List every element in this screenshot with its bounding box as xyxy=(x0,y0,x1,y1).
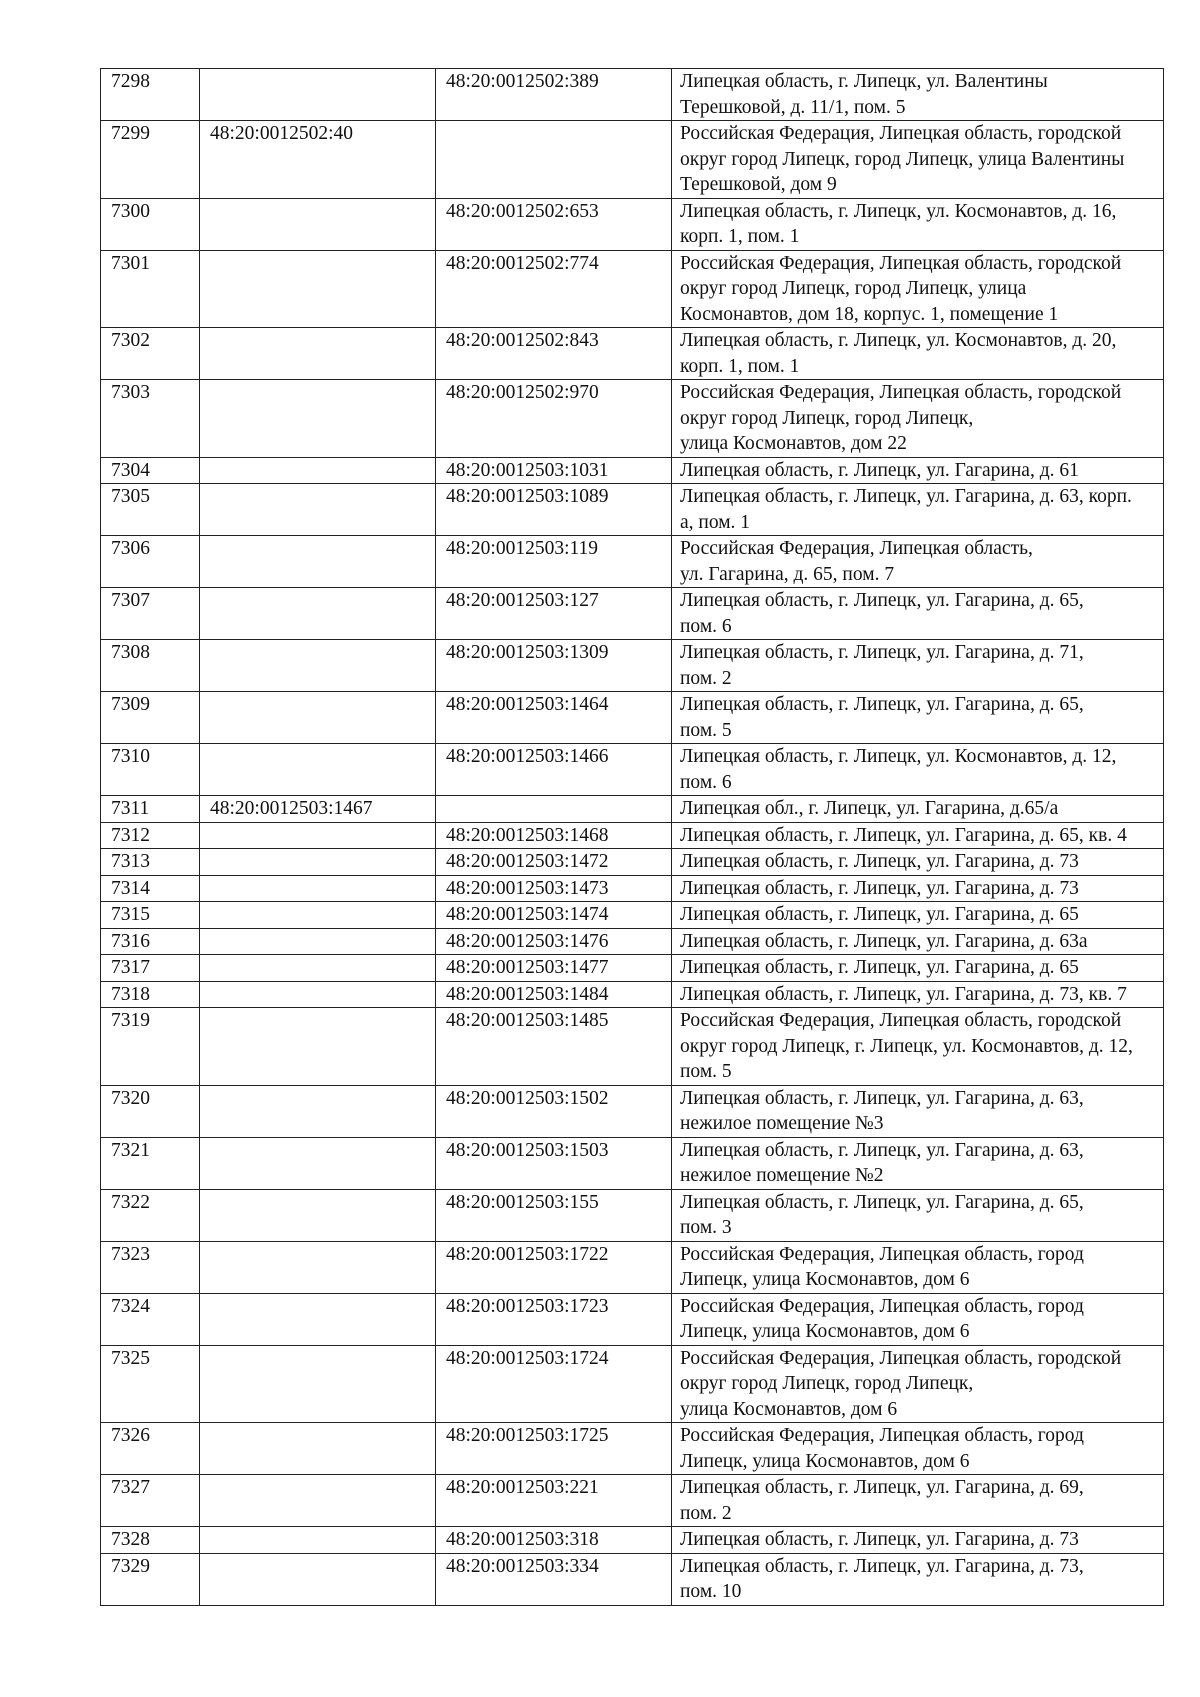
land-cadastral-number-cell xyxy=(200,1008,436,1086)
address-line: Липецкая область, г. Липецк, ул. Космонавтов, д. 12, xyxy=(680,746,1117,767)
row-number-cell: 7308 xyxy=(101,640,200,692)
land-cadastral-number-cell xyxy=(200,928,436,955)
table-row xyxy=(101,1085,1164,1137)
address-line: Липецкая область, г. Липецк, ул. Гагарина, д. 65 xyxy=(680,904,1079,925)
address-line: округ город Липецк, город Липецк, xyxy=(680,1373,974,1394)
row-number-cell: 7305 xyxy=(101,484,200,536)
address-line: округ город Липецк, город Липецк, улица Валентины xyxy=(680,148,1125,170)
row-number-cell: 7329 xyxy=(101,1553,200,1605)
object-cadastral-number-cell: 48:20:0012503:127 xyxy=(436,588,672,640)
address-cell xyxy=(672,796,1164,823)
table-row xyxy=(101,692,1164,744)
row-number-cell: 7316 xyxy=(101,928,200,955)
address-line: пом. 6 xyxy=(680,615,732,637)
address-line: улица Космонавтов, дом 6 xyxy=(680,1398,898,1420)
table-row xyxy=(101,250,1164,328)
land-cadastral-number-cell xyxy=(200,198,436,250)
object-cadastral-number-cell: 48:20:0012503:1474 xyxy=(436,902,672,929)
land-cadastral-number-cell xyxy=(200,955,436,982)
land-cadastral-number-cell xyxy=(200,1553,436,1605)
address-cell xyxy=(672,1475,1164,1527)
address-line: Липецкая область, г. Липецк, ул. Космонавтов, д. 16, xyxy=(680,200,1117,222)
row-number-cell: 7309 xyxy=(101,692,200,744)
table-row xyxy=(101,1189,1164,1241)
table-row xyxy=(101,928,1164,955)
address-line: пом. 10 xyxy=(680,1581,742,1602)
object-cadastral-number-cell xyxy=(436,121,672,199)
address-cell xyxy=(672,955,1164,982)
table-row xyxy=(101,902,1164,929)
address-cell xyxy=(672,692,1164,744)
table-row xyxy=(101,328,1164,380)
land-cadastral-number-cell xyxy=(200,1293,436,1345)
table-row xyxy=(101,121,1164,199)
object-cadastral-number-cell: 48:20:0012502:389 xyxy=(436,69,672,121)
object-cadastral-number-cell: 48:20:0012503:119 xyxy=(436,536,672,588)
registry-table xyxy=(100,68,1164,1606)
land-cadastral-number-cell xyxy=(200,744,436,796)
object-cadastral-number-cell: 48:20:0012503:1031 xyxy=(436,457,672,484)
address-cell xyxy=(672,121,1164,199)
object-cadastral-number-cell: 48:20:0012502:843 xyxy=(436,328,672,380)
address-line: Российская Федерация, Липецкая область, городской xyxy=(680,123,1122,144)
land-cadastral-number-cell xyxy=(200,250,436,328)
address-cell xyxy=(672,250,1164,328)
row-number-cell: 7325 xyxy=(101,1345,200,1423)
address-line: Российская Федерация, Липецкая область, городской xyxy=(680,382,1122,403)
object-cadastral-number-cell: 48:20:0012502:653 xyxy=(436,198,672,250)
land-cadastral-number-cell xyxy=(200,692,436,744)
address-line: корп. 1, пом. 1 xyxy=(680,226,800,247)
table-row xyxy=(101,588,1164,640)
object-cadastral-number-cell: 48:20:0012503:1722 xyxy=(436,1241,672,1293)
address-line: Липецк, улица Космонавтов, дом 6 xyxy=(680,1450,970,1472)
row-number-cell: 7328 xyxy=(101,1527,200,1554)
address-cell xyxy=(672,380,1164,458)
registry-table-body xyxy=(101,69,1164,1606)
row-number-cell: 7315 xyxy=(101,902,200,929)
table-row xyxy=(101,849,1164,876)
object-cadastral-number-cell: 48:20:0012502:774 xyxy=(436,250,672,328)
address-line: Липецкая область, г. Липецк, ул. Гагарина, д. 69, xyxy=(680,1477,1084,1498)
row-number-cell: 7301 xyxy=(101,250,200,328)
row-number-cell: 7318 xyxy=(101,981,200,1008)
object-cadastral-number-cell: 48:20:0012503:1089 xyxy=(436,484,672,536)
row-number-cell: 7303 xyxy=(101,380,200,458)
land-cadastral-number-cell: 48:20:0012502:40 xyxy=(200,121,436,199)
object-cadastral-number-cell: 48:20:0012502:970 xyxy=(436,380,672,458)
address-line: а, пом. 1 xyxy=(680,511,751,533)
land-cadastral-number-cell xyxy=(200,1137,436,1189)
table-row xyxy=(101,69,1164,121)
address-cell xyxy=(672,457,1164,484)
land-cadastral-number-cell xyxy=(200,822,436,849)
address-line: Липецкая область, г. Липецк, ул. Гагарина, д. 63, xyxy=(680,1087,1084,1109)
land-cadastral-number-cell xyxy=(200,380,436,458)
land-cadastral-number-cell xyxy=(200,1475,436,1527)
table-row xyxy=(101,198,1164,250)
table-row xyxy=(101,1475,1164,1527)
address-cell xyxy=(672,1189,1164,1241)
row-number-cell: 7299 xyxy=(101,121,200,199)
address-line: Липецкая область, г. Липецк, ул. Гагарина, д. 65 xyxy=(680,957,1079,978)
object-cadastral-number-cell: 48:20:0012503:1464 xyxy=(436,692,672,744)
address-line: Российская Федерация, Липецкая область, xyxy=(680,538,1033,559)
object-cadastral-number-cell: 48:20:0012503:1485 xyxy=(436,1008,672,1086)
address-cell xyxy=(672,1085,1164,1137)
address-cell xyxy=(672,744,1164,796)
address-line: пом. 2 xyxy=(680,1502,732,1524)
object-cadastral-number-cell: 48:20:0012503:1503 xyxy=(436,1137,672,1189)
land-cadastral-number-cell xyxy=(200,536,436,588)
address-cell xyxy=(672,1553,1164,1605)
table-row xyxy=(101,822,1164,849)
land-cadastral-number-cell xyxy=(200,640,436,692)
address-line: Липецкая область, г. Липецк, ул. Гагарина, д. 71, xyxy=(680,642,1084,663)
row-number-cell: 7311 xyxy=(101,796,200,823)
address-cell xyxy=(672,1293,1164,1345)
address-line: Липецкая область, г. Липецк, ул. Гагарина, д. 73, xyxy=(680,1555,1084,1577)
address-line: округ город Липецк, г. Липецк, ул. Космонавтов, д. 12, xyxy=(680,1035,1133,1057)
table-row xyxy=(101,875,1164,902)
object-cadastral-number-cell: 48:20:0012503:1477 xyxy=(436,955,672,982)
row-number-cell: 7322 xyxy=(101,1189,200,1241)
address-line: Липецкая область, г. Липецк, ул. Гагарина, д. 63а xyxy=(680,930,1088,952)
table-row xyxy=(101,1137,1164,1189)
row-number-cell: 7306 xyxy=(101,536,200,588)
address-line: пом. 6 xyxy=(680,771,732,793)
land-cadastral-number-cell xyxy=(200,875,436,902)
object-cadastral-number-cell: 48:20:0012503:318 xyxy=(436,1527,672,1554)
address-line: Липецкая область, г. Липецк, ул. Валентины xyxy=(680,71,1048,92)
address-line: Космонавтов, дом 18, корпус. 1, помещение 1 xyxy=(680,303,1059,325)
address-cell xyxy=(672,1345,1164,1423)
address-line: Липецкая область, г. Липецк, ул. Гагарина, д. 73 xyxy=(680,851,1079,872)
table-row xyxy=(101,1241,1164,1293)
address-line: Липецкая область, г. Липецк, ул. Гагарина, д. 61 xyxy=(680,459,1079,481)
address-line: Липецкая область, г. Липецк, ул. Гагарина, д. 73, кв. 7 xyxy=(680,983,1127,1005)
address-cell xyxy=(672,822,1164,849)
address-cell xyxy=(672,69,1164,121)
row-number-cell: 7319 xyxy=(101,1008,200,1086)
address-cell xyxy=(672,1137,1164,1189)
address-cell xyxy=(672,1527,1164,1554)
address-line: Липецкая область, г. Липецк, ул. Гагарина, д. 73 xyxy=(680,1529,1079,1550)
address-line: Российская Федерация, Липецкая область, городской xyxy=(680,1010,1122,1031)
address-cell xyxy=(672,536,1164,588)
address-cell xyxy=(672,902,1164,929)
address-line: Российская Федерация, Липецкая область, городской xyxy=(680,252,1122,274)
object-cadastral-number-cell: 48:20:0012503:1723 xyxy=(436,1293,672,1345)
row-number-cell: 7326 xyxy=(101,1423,200,1475)
row-number-cell: 7307 xyxy=(101,588,200,640)
address-line: Липецк, улица Космонавтов, дом 6 xyxy=(680,1321,970,1342)
address-line: Липецкая область, г. Липецк, ул. Гагарина, д. 65, xyxy=(680,1191,1084,1213)
object-cadastral-number-cell xyxy=(436,796,672,823)
object-cadastral-number-cell: 48:20:0012503:1724 xyxy=(436,1345,672,1423)
address-line: Липецк, улица Космонавтов, дом 6 xyxy=(680,1269,970,1290)
table-row xyxy=(101,484,1164,536)
row-number-cell: 7312 xyxy=(101,822,200,849)
table-row xyxy=(101,981,1164,1008)
land-cadastral-number-cell xyxy=(200,981,436,1008)
address-line: пом. 3 xyxy=(680,1217,732,1238)
address-cell xyxy=(672,1008,1164,1086)
table-row xyxy=(101,1423,1164,1475)
address-line: Липецкая область, г. Липецк, ул. Гагарина, д. 65, xyxy=(680,590,1084,611)
object-cadastral-number-cell: 48:20:0012503:1476 xyxy=(436,928,672,955)
table-row xyxy=(101,1345,1164,1423)
object-cadastral-number-cell: 48:20:0012503:1309 xyxy=(436,640,672,692)
object-cadastral-number-cell: 48:20:0012503:1468 xyxy=(436,822,672,849)
address-line: Липецкая обл., г. Липецк, ул. Гагарина, д.65/а xyxy=(680,798,1059,819)
table-row xyxy=(101,796,1164,823)
land-cadastral-number-cell: 48:20:0012503:1467 xyxy=(200,796,436,823)
address-line: Российская Федерация, Липецкая область, город xyxy=(680,1425,1084,1446)
address-line: Российская Федерация, Липецкая область, город xyxy=(680,1295,1084,1317)
land-cadastral-number-cell xyxy=(200,328,436,380)
row-number-cell: 7313 xyxy=(101,849,200,876)
object-cadastral-number-cell: 48:20:0012503:155 xyxy=(436,1189,672,1241)
row-number-cell: 7304 xyxy=(101,457,200,484)
address-line: пом. 5 xyxy=(680,1061,732,1082)
land-cadastral-number-cell xyxy=(200,1241,436,1293)
land-cadastral-number-cell xyxy=(200,1085,436,1137)
address-line: ул. Гагарина, д. 65, пом. 7 xyxy=(680,563,895,585)
land-cadastral-number-cell xyxy=(200,69,436,121)
address-cell xyxy=(672,1241,1164,1293)
address-line: Российская Федерация, Липецкая область, город xyxy=(680,1243,1084,1265)
table-row xyxy=(101,1008,1164,1086)
row-number-cell: 7314 xyxy=(101,875,200,902)
address-cell xyxy=(672,875,1164,902)
table-row xyxy=(101,744,1164,796)
address-line: нежилое помещение №2 xyxy=(680,1165,884,1186)
address-cell xyxy=(672,1423,1164,1475)
land-cadastral-number-cell xyxy=(200,902,436,929)
address-cell xyxy=(672,484,1164,536)
row-number-cell: 7321 xyxy=(101,1137,200,1189)
row-number-cell: 7323 xyxy=(101,1241,200,1293)
address-line: Липецкая область, г. Липецк, ул. Гагарина, д. 73 xyxy=(680,877,1079,899)
address-line: Липецкая область, г. Липецк, ул. Гагарина, д. 65, xyxy=(680,694,1084,715)
row-number-cell: 7317 xyxy=(101,955,200,982)
address-cell xyxy=(672,928,1164,955)
land-cadastral-number-cell xyxy=(200,457,436,484)
object-cadastral-number-cell: 48:20:0012503:1484 xyxy=(436,981,672,1008)
land-cadastral-number-cell xyxy=(200,1423,436,1475)
table-row xyxy=(101,536,1164,588)
table-row xyxy=(101,955,1164,982)
address-line: нежилое помещение №3 xyxy=(680,1113,884,1134)
land-cadastral-number-cell xyxy=(200,849,436,876)
object-cadastral-number-cell: 48:20:0012503:1725 xyxy=(436,1423,672,1475)
object-cadastral-number-cell: 48:20:0012503:1472 xyxy=(436,849,672,876)
address-line: корп. 1, пом. 1 xyxy=(680,355,800,377)
address-line: Липецкая область, г. Липецк, ул. Гагарина, д. 65, кв. 4 xyxy=(680,824,1127,846)
object-cadastral-number-cell: 48:20:0012503:1502 xyxy=(436,1085,672,1137)
address-line: Терешковой, дом 9 xyxy=(680,174,837,195)
table-row xyxy=(101,1293,1164,1345)
address-cell xyxy=(672,981,1164,1008)
address-line: Терешковой, д. 11/1, пом. 5 xyxy=(680,96,906,118)
address-line: пом. 5 xyxy=(680,719,732,741)
address-cell xyxy=(672,588,1164,640)
object-cadastral-number-cell: 48:20:0012503:1473 xyxy=(436,875,672,902)
address-line: Липецкая область, г. Липецк, ул. Гагарина, д. 63, корп. xyxy=(680,486,1132,507)
land-cadastral-number-cell xyxy=(200,1527,436,1554)
address-line: Липецкая область, г. Липецк, ул. Гагарина, д. 63, xyxy=(680,1139,1084,1161)
address-line: Липецкая область, г. Липецк, ул. Космонавтов, д. 20, xyxy=(680,330,1117,351)
table-row xyxy=(101,457,1164,484)
row-number-cell: 7327 xyxy=(101,1475,200,1527)
row-number-cell: 7324 xyxy=(101,1293,200,1345)
object-cadastral-number-cell: 48:20:0012503:334 xyxy=(436,1553,672,1605)
address-line: округ город Липецк, город Липецк, xyxy=(680,407,974,429)
row-number-cell: 7298 xyxy=(101,69,200,121)
land-cadastral-number-cell xyxy=(200,1189,436,1241)
address-cell xyxy=(672,198,1164,250)
land-cadastral-number-cell xyxy=(200,588,436,640)
address-cell xyxy=(672,640,1164,692)
row-number-cell: 7300 xyxy=(101,198,200,250)
row-number-cell: 7310 xyxy=(101,744,200,796)
table-row xyxy=(101,640,1164,692)
object-cadastral-number-cell: 48:20:0012503:221 xyxy=(436,1475,672,1527)
address-line: округ город Липецк, город Липецк, улица xyxy=(680,278,1027,299)
address-cell xyxy=(672,328,1164,380)
address-line: пом. 2 xyxy=(680,667,732,689)
land-cadastral-number-cell xyxy=(200,1345,436,1423)
row-number-cell: 7320 xyxy=(101,1085,200,1137)
table-row xyxy=(101,1527,1164,1554)
row-number-cell: 7302 xyxy=(101,328,200,380)
table-row xyxy=(101,380,1164,458)
address-cell xyxy=(672,849,1164,876)
land-cadastral-number-cell xyxy=(200,484,436,536)
address-line: улица Космонавтов, дом 22 xyxy=(680,433,907,454)
address-line: Российская Федерация, Липецкая область, городской xyxy=(680,1347,1122,1369)
object-cadastral-number-cell: 48:20:0012503:1466 xyxy=(436,744,672,796)
table-row xyxy=(101,1553,1164,1605)
